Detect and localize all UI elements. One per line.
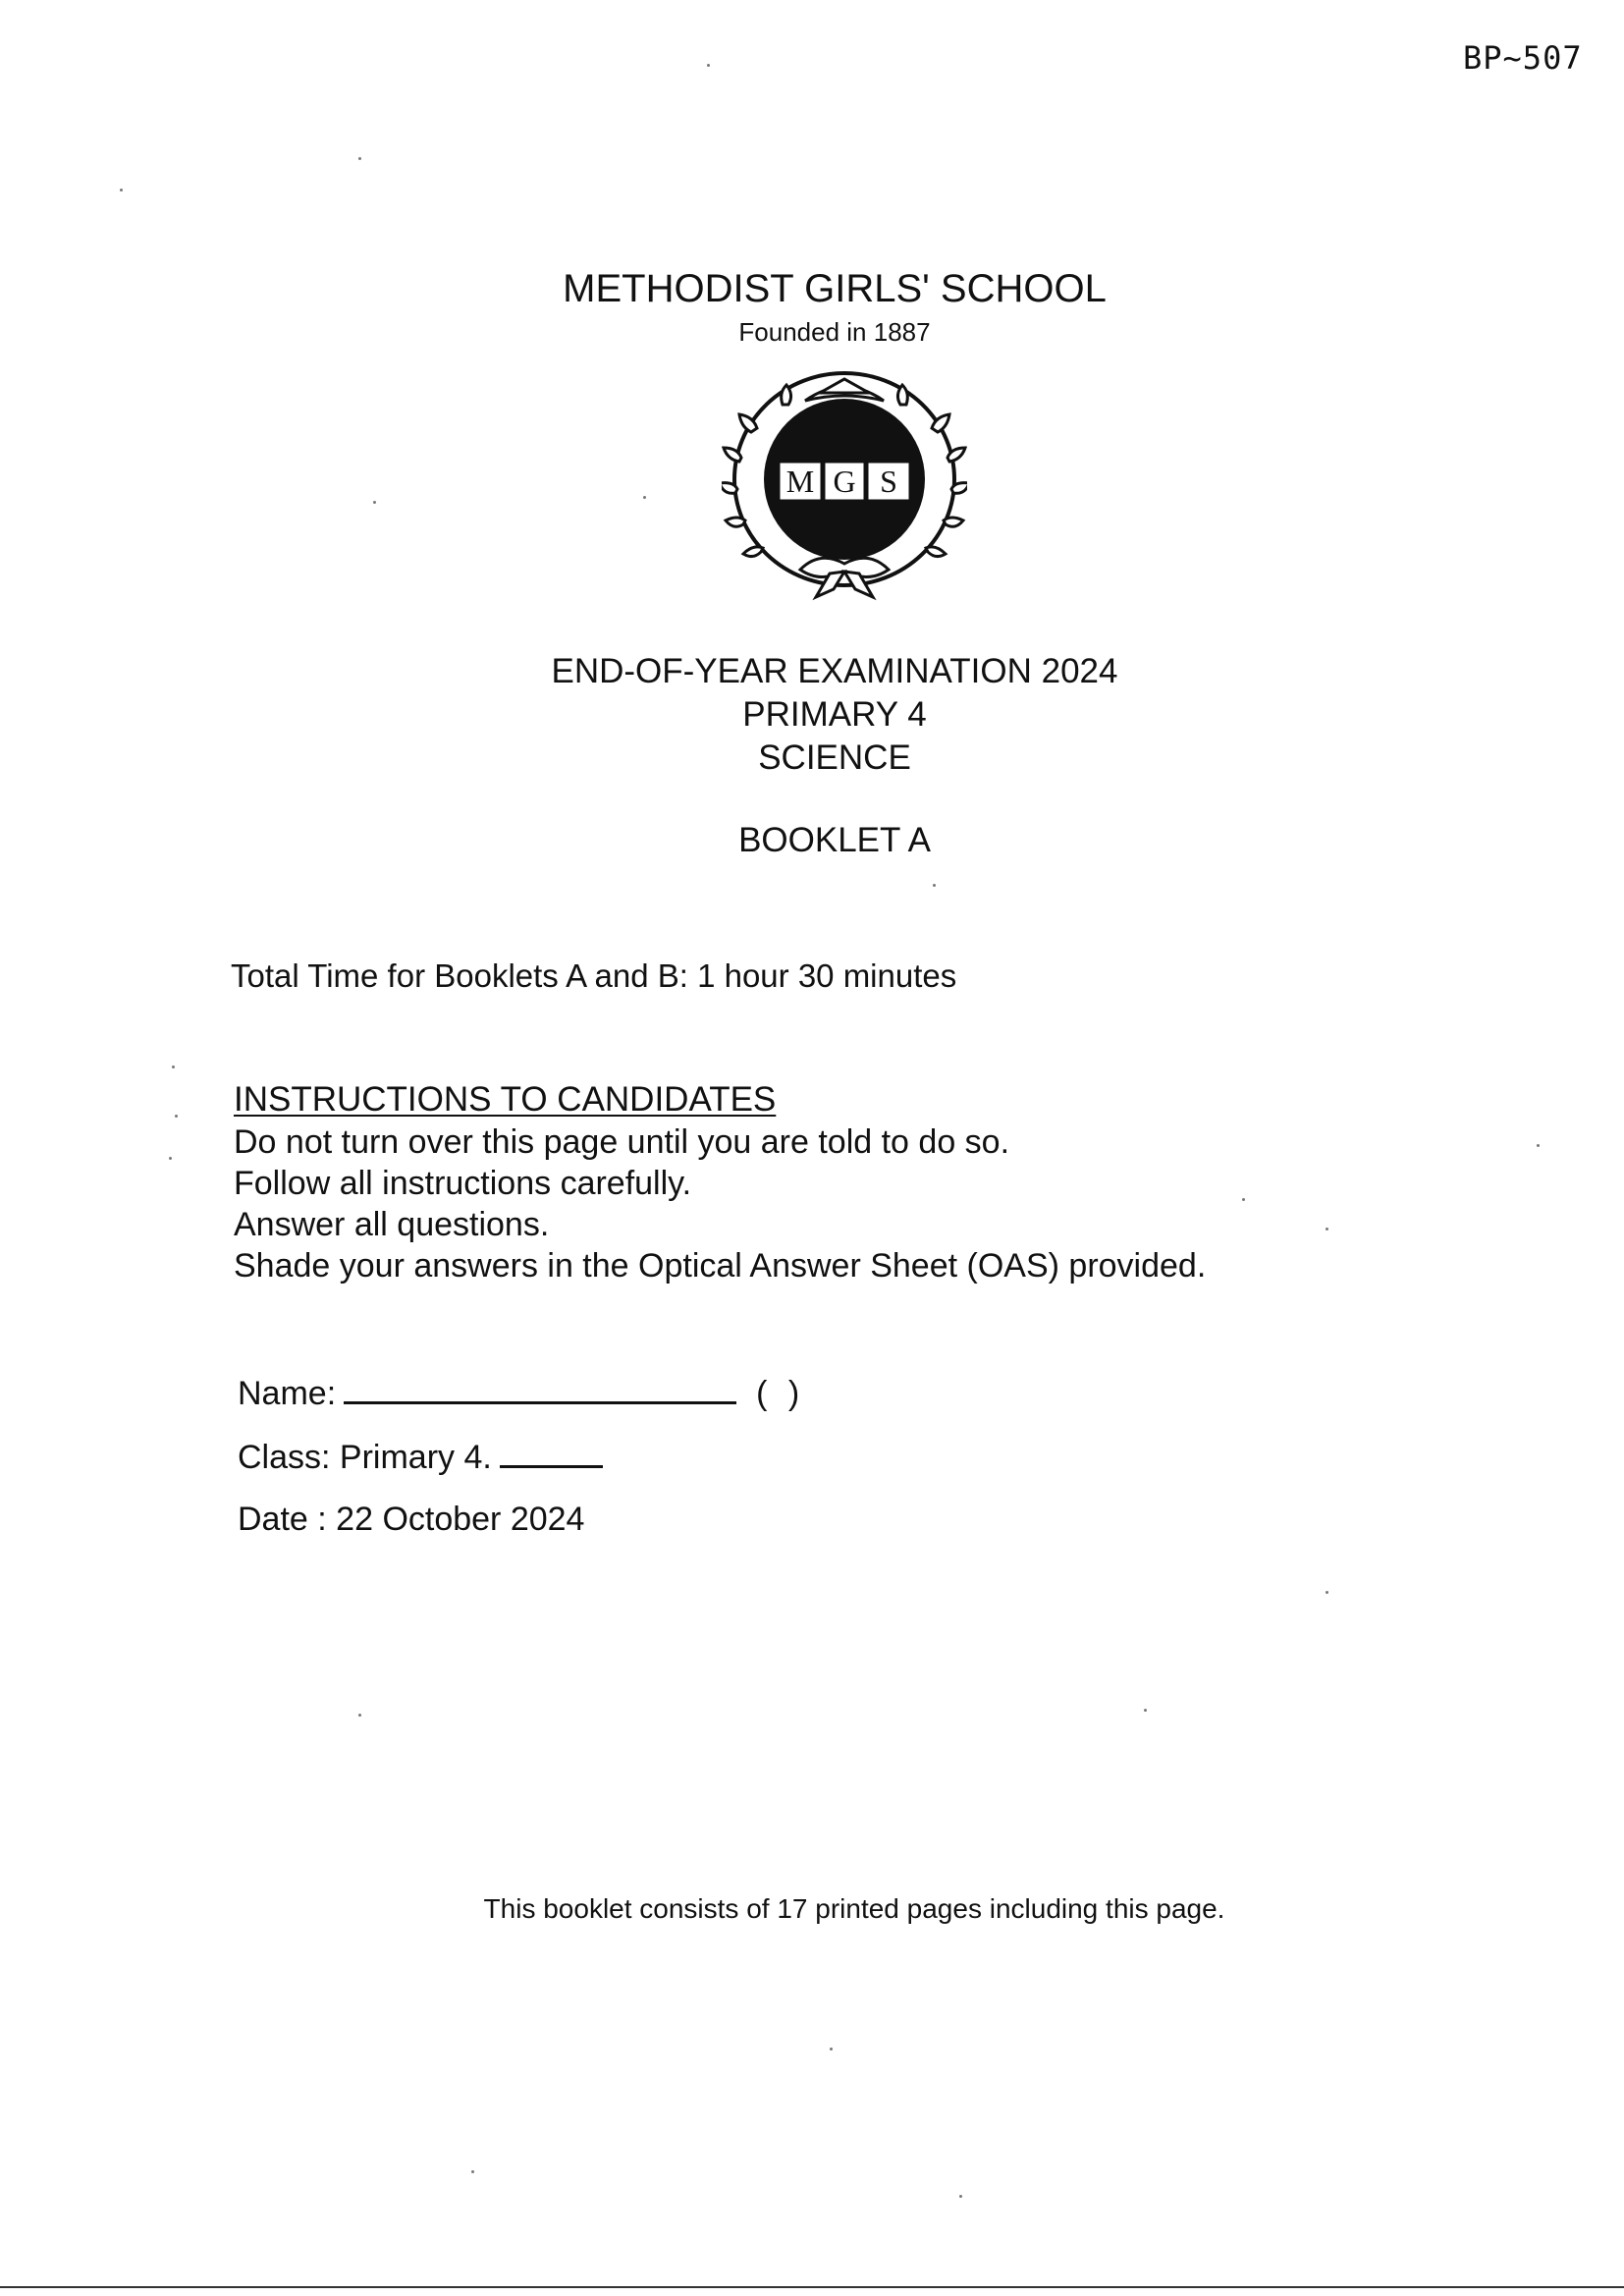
booklet-label: BOOKLET A: [738, 821, 931, 859]
index-number-parentheses: ( ): [756, 1375, 806, 1412]
date-field: [238, 1501, 584, 1539]
scan-speck: [933, 884, 936, 887]
scan-speck: [830, 2048, 833, 2050]
scan-speck: [1144, 1709, 1147, 1712]
instruction-item: Follow all instructions carefully.: [234, 1165, 692, 1202]
scan-speck: [175, 1115, 178, 1118]
scan-speck: [358, 157, 361, 160]
scan-speck: [120, 189, 123, 191]
instructions-list: [234, 1121, 1206, 1286]
scan-speck: [1326, 1228, 1328, 1230]
instructions-heading: INSTRUCTIONS TO CANDIDATES: [234, 1080, 777, 1119]
crest-letter-s: S: [880, 464, 897, 499]
scan-speck: [643, 496, 646, 499]
class-label: Class: Primary 4.: [238, 1439, 492, 1476]
crest-letter-m: M: [785, 464, 815, 499]
name-field[interactable]: [238, 1375, 805, 1413]
bottom-divider: [0, 2286, 1624, 2288]
name-blank-line[interactable]: [344, 1400, 736, 1404]
instruction-item: Answer all questions.: [234, 1206, 550, 1243]
class-field[interactable]: [238, 1439, 603, 1477]
exam-level: PRIMARY 4: [742, 695, 927, 734]
school-name: METHODIST GIRLS' SCHOOL: [563, 267, 1107, 310]
scan-speck: [959, 2195, 962, 2198]
scan-speck: [707, 64, 710, 67]
crest-letter-g: G: [833, 464, 856, 499]
school-crest-logo: [722, 363, 967, 604]
name-label: Name:: [238, 1375, 337, 1412]
total-time: Total Time for Booklets A and B: 1 hour 30 minutes: [231, 957, 957, 994]
scan-speck: [172, 1066, 175, 1068]
date-label: Date: [238, 1501, 308, 1538]
scan-speck: [1326, 1591, 1328, 1594]
instruction-item: Shade your answers in the Optical Answer Sheet (OAS) provided.: [234, 1247, 1207, 1285]
founded-year: Founded in 1887: [738, 317, 931, 347]
scan-speck: [1242, 1198, 1245, 1201]
scan-speck: [358, 1714, 361, 1717]
page-count-note: This booklet consists of 17 printed pages including this page.: [483, 1893, 1225, 1924]
scan-speck: [471, 2170, 474, 2173]
exam-heading: [0, 650, 1624, 780]
scan-speck: [1537, 1144, 1540, 1147]
class-blank-line[interactable]: [500, 1464, 603, 1468]
instruction-item: Do not turn over this page until you are told to do so.: [234, 1123, 1010, 1161]
page-code: BP~507: [1463, 39, 1583, 77]
exam-title: END-OF-YEAR EXAMINATION 2024: [551, 652, 1118, 690]
exam-subject: SCIENCE: [758, 738, 911, 777]
date-value: : 22 October 2024: [317, 1501, 585, 1538]
scan-speck: [169, 1157, 172, 1160]
scan-speck: [373, 501, 376, 504]
